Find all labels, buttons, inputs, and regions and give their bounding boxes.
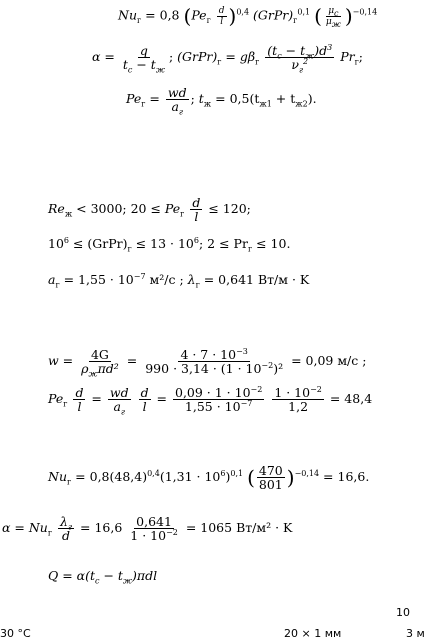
formula-validity-conditions-1: $Re_ж < 3000$; $20 \le Pe_г$ $\frac{d}{l}$ ≤ 120; xyxy=(48,195,251,224)
footer-tube-size: 20 × 1 мм xyxy=(284,627,342,640)
formula-validity-conditions-2: $10^6$ ≤ $(GrPr)_г \le 13 \cdot 10^6$; $2 \le Pr_г \le 10$. xyxy=(48,235,291,254)
footer-temperature: 30 °C xyxy=(0,627,31,640)
formula-velocity-calc: w = $\frac{4G}{\rho_ж\pi d^2}$ = $\frac{4 \cdot 7 \cdot 10^{-3}}{990 \cdot 3,14 \cdot (1 \cdot 10^{-2})^2}$ = 0,09 м/с ; xyxy=(48,346,367,379)
formula-nusselt-calc: $Nu_г = 0,8(48,4)^{0,4}(1,31 \cdot 10^6)^{0,1}$ ( $\frac{470}{801}$ )$^{-0,14}$ = 16,6. xyxy=(48,463,370,492)
footer-count: 10 xyxy=(396,606,410,619)
formula-nusselt-general: $Nu_г = 0,8$ ($Pe_г$ $\frac{d}{l}$ )$^{0,4}$ $(GrPr)_г^{0,1}$ ( $\frac{\mu_с}{\mu_ж}$ )$^{-0,14}$ xyxy=(118,4,378,29)
formula-peclet-definition: $Pe_г$ = $\frac{wd}{a_г}$ ; $t_ж = 0,5(t_{ж1} + t_{ж2})$. xyxy=(126,85,317,117)
formula-heat-flow: $Q = \alpha(t_c - t_ж)\pi dl$ xyxy=(48,568,158,586)
formula-properties: $a_г = 1,55 \cdot 10^{-7}$ м²/с ; $\lambda_г = 0,641$ Вт/м · K xyxy=(48,271,310,290)
formula-peclet-calc: $Pe_г$ $\frac{d}{l}$ = $\frac{wd}{a_г}$ $\frac{d}{l}$ = $\frac{0,09 \cdot 1 \cdot 10^{-2}}{1,55 \cdot 10^{-7}}$ $\frac{1 \cdot 10^{-2}}{1,2}$ = 48,4 xyxy=(48,384,373,417)
footer-length: 3 м xyxy=(406,627,425,640)
formula-alpha-calc: $\alpha = Nu_г$ $\frac{\lambda_г}{d}$ = 16,6 $\frac{0,641}{1 \cdot 10^{-2}}$ = 1065 Вт/м² · K xyxy=(2,514,293,543)
formula-alpha-definition: α = $\frac{q}{t_c - t_ж}$ ; $(GrPr)_г = g\beta_г$ $\frac{(t_c - t_ж)d^3}{\nu_г^2}$ $Pr_г$; xyxy=(92,42,363,75)
